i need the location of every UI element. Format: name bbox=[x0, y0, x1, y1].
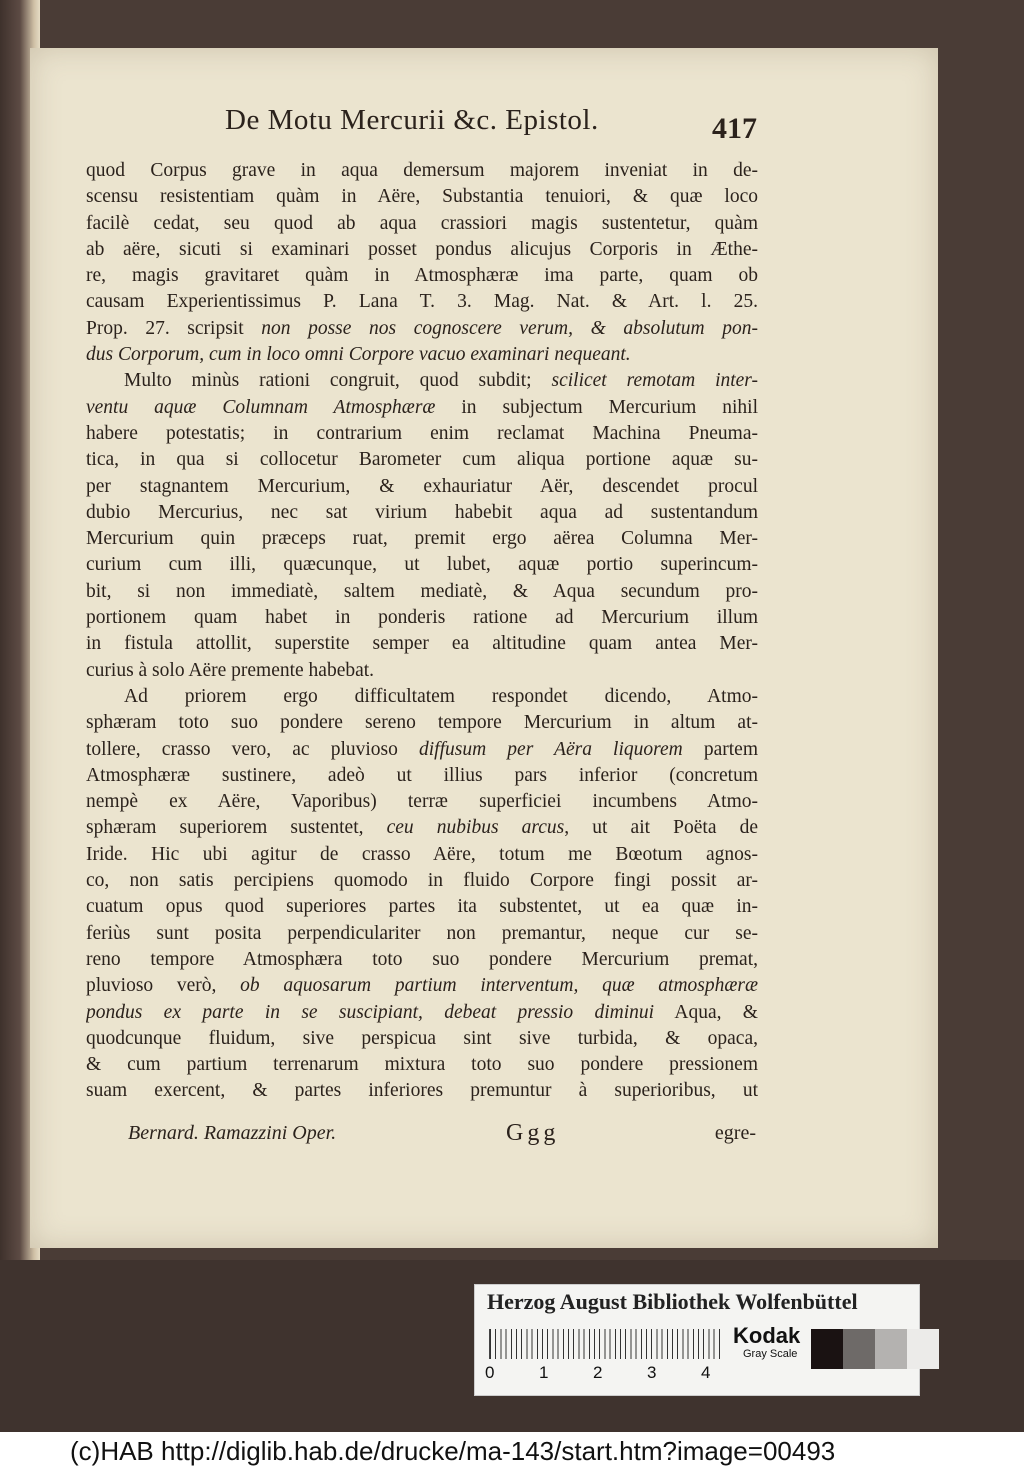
text-line bbox=[86, 1000, 758, 1026]
roman-segment: Aqua, & bbox=[654, 1001, 758, 1023]
roman-segment: reno tempore Atmosphæra toto suo pondere Mercurium premat, bbox=[86, 948, 758, 970]
roman-segment: & cum partium terrenarum mixtura toto suo pondere pressionem bbox=[86, 1054, 758, 1076]
roman-segment: per stagnantem Mercurium, & exhauriatur Aër, descendet procul bbox=[86, 475, 758, 497]
roman-segment: bit, si non immediatè, saltem mediatè, & Aqua secundum pro- bbox=[86, 580, 758, 602]
roman-segment: , ut ait Poëta de bbox=[564, 817, 758, 839]
text-line bbox=[86, 605, 758, 631]
text-line bbox=[86, 710, 758, 736]
text-line bbox=[86, 842, 758, 868]
text-line bbox=[86, 868, 758, 894]
gray-swatch bbox=[875, 1329, 907, 1369]
text-line bbox=[86, 474, 758, 500]
catchword: egre- bbox=[714, 1122, 756, 1144]
running-title: De Motu Mercurii &c. Epistol. bbox=[225, 104, 599, 136]
text-line bbox=[86, 658, 758, 684]
text-line bbox=[86, 921, 758, 947]
text-line bbox=[86, 894, 758, 920]
roman-segment: pluvioso verò, bbox=[86, 975, 241, 997]
kodak-brand: Kodak bbox=[733, 1323, 801, 1348]
italic-segment: scilicet remotam inter- bbox=[551, 370, 758, 392]
signature-line: Bernard. Ramazzini Oper. bbox=[128, 1122, 337, 1144]
roman-segment: Mercurium quin præceps ruat, premit ergo aërea Columna Mer- bbox=[86, 528, 758, 550]
latin-text-body bbox=[86, 158, 758, 1105]
roman-segment: causam Experientissimus P. Lana T. 3. Mag. Nat. & Art. l. 25. bbox=[86, 291, 758, 313]
text-line bbox=[86, 500, 758, 526]
measurement-ruler bbox=[489, 1329, 722, 1359]
roman-segment: sphæram superiorem sustentet, bbox=[86, 817, 387, 839]
roman-segment: feriùs sunt posita perpendiculariter non premantur, neque cur se- bbox=[86, 922, 758, 944]
roman-segment: in fistula attollit, superstite semper ea altitudine quam antea Mer- bbox=[86, 633, 758, 655]
text-line bbox=[86, 789, 758, 815]
text-line bbox=[86, 158, 758, 184]
roman-segment: Iride. Hic ubi agitur de crasso Aëre, totum me Bœotum agnos- bbox=[86, 843, 758, 865]
text-line bbox=[86, 289, 758, 315]
text-line bbox=[86, 184, 758, 210]
italic-segment: ventu aquæ Columnam Atmosphæræ bbox=[86, 396, 436, 418]
page-footer bbox=[128, 1122, 756, 1152]
text-line bbox=[86, 631, 758, 657]
roman-segment: cuatum opus quod superiores partes ita substentet, ut ea quæ in- bbox=[86, 896, 758, 918]
text-line bbox=[86, 947, 758, 973]
italic-segment: dus Corporum, cum in loco omni Corpore vacuo examinari nequeant. bbox=[86, 344, 631, 366]
text-line bbox=[86, 342, 758, 368]
roman-segment: Prop. 27. scripsit bbox=[86, 317, 262, 339]
text-line bbox=[86, 815, 758, 841]
color-calibration-card bbox=[474, 1284, 920, 1396]
text-line bbox=[86, 421, 758, 447]
text-line bbox=[86, 763, 758, 789]
roman-segment: facilè cedat, seu quod ab aqua crassiori magis sustentetur, quàm bbox=[86, 212, 758, 234]
roman-segment: curius à solo Aëre premente habebat. bbox=[86, 659, 375, 681]
roman-segment: tollere, crasso vero, ac pluvioso bbox=[86, 738, 419, 760]
gray-swatches bbox=[811, 1329, 939, 1369]
institution-label: Herzog August Bibliothek Wolfenbüttel bbox=[487, 1289, 858, 1314]
text-line bbox=[86, 316, 758, 342]
gray-scale-label: Gray Scale bbox=[743, 1348, 798, 1360]
source-url: (c)HAB http://diglib.hab.de/drucke/ma-143/start.htm?image=00493 bbox=[70, 1436, 836, 1466]
text-line bbox=[86, 395, 758, 421]
roman-segment: Atmosphæræ sustinere, adeò ut illius pars inferior (concretum bbox=[86, 764, 758, 786]
text-line bbox=[86, 1078, 758, 1104]
roman-segment: quod Corpus grave in aqua demersum majorem inveniat in de- bbox=[86, 160, 758, 181]
roman-segment: sphæram toto suo pondere sereno tempore Mercurium in altum at- bbox=[86, 712, 758, 734]
text-line bbox=[86, 263, 758, 289]
roman-segment: habere potestatis; in contrarium enim reclamat Machina Pneuma- bbox=[86, 422, 758, 444]
roman-segment: in subjectum Mercurium nihil bbox=[435, 396, 758, 418]
text-line bbox=[86, 1026, 758, 1052]
text-line bbox=[86, 447, 758, 473]
page-number: 417 bbox=[712, 112, 757, 145]
roman-segment: re, magis gravitaret quàm in Atmosphæræ ima parte, quam ob bbox=[86, 265, 758, 287]
text-line bbox=[86, 237, 758, 263]
italic-segment: non posse nos cognoscere verum, & absolutum pon- bbox=[261, 317, 758, 339]
gray-swatch bbox=[843, 1329, 875, 1369]
gathering-mark: Ggg bbox=[506, 1120, 560, 1146]
roman-segment: co, non satis percipiens quomodo in fluido Corpore fingi possit ar- bbox=[86, 870, 758, 892]
italic-segment: pondus ex parte in se suscipiant, debeat pressio diminui bbox=[86, 1001, 655, 1023]
italic-segment: diffusum per Aëra liquorem bbox=[419, 738, 683, 760]
text-line bbox=[86, 552, 758, 578]
roman-segment: nempè ex Aëre, Vaporibus) terræ superficiei incumbens Atmo- bbox=[86, 791, 758, 813]
ruler-number: 1 bbox=[539, 1363, 549, 1382]
text-line bbox=[86, 368, 758, 394]
italic-segment: ceu nubibus arcus bbox=[386, 817, 565, 839]
text-line bbox=[86, 526, 758, 552]
roman-segment: dubio Mercurius, nec sat virium habebit aqua ad sustentandum bbox=[86, 501, 758, 523]
roman-segment: Multo minùs rationi congruit, quod subdit; bbox=[124, 370, 552, 392]
gray-swatch bbox=[811, 1329, 843, 1369]
ruler-number: 2 bbox=[593, 1363, 603, 1382]
gray-swatch bbox=[907, 1329, 939, 1369]
text-line bbox=[86, 684, 758, 710]
roman-segment: scensu resistentiam quàm in Aëre, Substantia tenuiori, & quæ loco bbox=[86, 186, 758, 208]
roman-segment: curium cum illi, quæcunque, ut lubet, aquæ portio superincum- bbox=[86, 554, 758, 576]
roman-segment: suam exercent, & partes inferiores premuntur à superioribus, ut bbox=[86, 1080, 758, 1102]
roman-segment: Ad priorem ergo difficultatem respondet dicendo, Atmo- bbox=[124, 685, 758, 707]
roman-segment: tica, in qua si collocetur Barometer cum aliqua portione aquæ su- bbox=[86, 449, 758, 471]
text-line bbox=[86, 579, 758, 605]
text-line bbox=[86, 737, 758, 763]
roman-segment: partem bbox=[682, 738, 758, 760]
roman-segment: ab aëre, sicuti si examinari posset pondus alicujus Corporis in Æthe- bbox=[86, 238, 758, 260]
ruler-number: 4 bbox=[701, 1363, 711, 1382]
roman-segment: quodcunque fluidum, sive perspicua sint sive turbida, & opaca, bbox=[86, 1027, 758, 1049]
ruler-number: 0 bbox=[485, 1363, 495, 1382]
text-line bbox=[86, 1052, 758, 1078]
text-line bbox=[86, 973, 758, 999]
text-line bbox=[86, 211, 758, 237]
roman-segment: portionem quam habet in ponderis ratione ad Mercurium illum bbox=[86, 607, 758, 629]
ruler-number: 3 bbox=[647, 1363, 657, 1382]
italic-segment: ob aquosarum partium interventum, quæ atmosphæræ bbox=[240, 975, 758, 997]
source-url-bar bbox=[0, 1432, 1024, 1470]
